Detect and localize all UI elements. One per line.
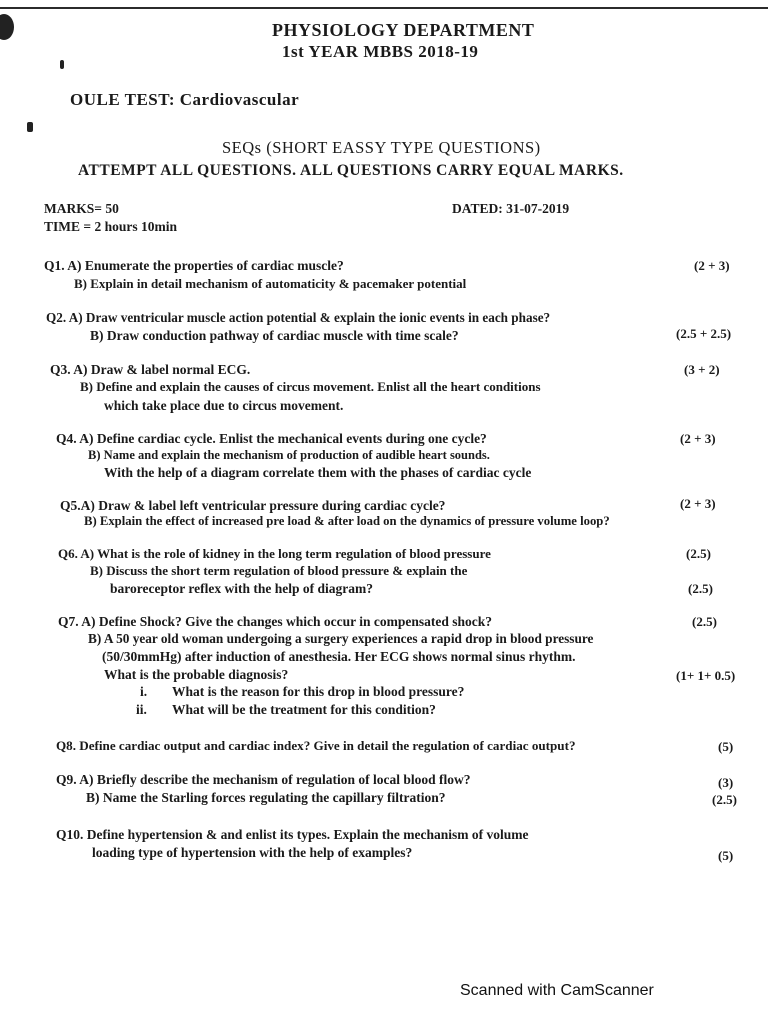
q2-part-b: B) Draw conduction pathway of cardiac muscle with time scale?: [90, 328, 459, 343]
exam-date: DATED: 31-07-2019: [452, 201, 570, 216]
q4-part-a: Q4. A) Define cardiac cycle. Enlist the mechanical events during one cycle?: [56, 431, 487, 446]
instructions: ATTEMPT ALL QUESTIONS. ALL QUESTIONS CARRY EQUAL MARKS.: [78, 162, 624, 179]
q10-question: Q10. Define hypertension & and enlist its types. Explain the mechanism of volume: [56, 827, 529, 842]
section-title: SEQs (SHORT EASSY TYPE QUESTIONS): [222, 138, 541, 157]
q4-part-b-cont: With the help of a diagram correlate them with the phases of cardiac cycle: [104, 465, 532, 480]
scanner-watermark: Scanned with CamScanner: [460, 982, 654, 999]
q7-marks-a: (2.5): [692, 614, 717, 629]
q6-marks-b: (2.5): [688, 581, 713, 596]
q7-subq-ii-number: ii.: [136, 702, 147, 717]
q4-part-b: B) Name and explain the mechanism of production of audible heart sounds.: [88, 448, 490, 462]
q3-part-b: B) Define and explain the causes of circus movement. Enlist all the heart conditions: [80, 379, 541, 394]
q1-part-b: B) Explain in detail mechanism of automaticity & pacemaker potential: [74, 276, 467, 291]
q7-part-b-cont2: What is the probable diagnosis?: [104, 667, 289, 682]
q7-part-b-cont: (50/30mmHg) after induction of anesthesia. Her ECG shows normal sinus rhythm.: [102, 649, 576, 664]
q6-part-b: B) Discuss the short term regulation of blood pressure & explain the: [90, 563, 468, 578]
q7-subq-i: What is the reason for this drop in blood pressure?: [172, 684, 465, 699]
q3-part-a: Q3. A) Draw & label normal ECG.: [50, 362, 251, 377]
q1-part-a: Q1. A) Enumerate the properties of cardiac muscle?: [44, 258, 344, 273]
q5-part-a: Q5.A) Draw & label left ventricular pressure during cardiac cycle?: [60, 498, 446, 513]
q9-marks-a: (3): [718, 775, 734, 790]
q6-part-b-cont: baroreceptor reflex with the help of diagram?: [110, 581, 373, 596]
department-title: PHYSIOLOGY DEPARTMENT: [272, 20, 535, 40]
q7-subq-i-number: i.: [140, 684, 148, 699]
year-line: 1st YEAR MBBS 2018-19: [282, 42, 479, 61]
q2-part-a: Q2. A) Draw ventricular muscle action potential & explain the ionic events in each phase?: [46, 310, 551, 325]
q8-marks: (5): [718, 739, 734, 754]
page-top-border: [0, 0, 768, 18]
q6-marks-a: (2.5): [686, 546, 711, 561]
q7-part-a: Q7. A) Define Shock? Give the changes which occur in compensated shock?: [58, 614, 493, 629]
q10-question-cont: loading type of hypertension with the help of examples?: [92, 845, 413, 860]
q7-part-b: B) A 50 year old woman undergoing a surgery experiences a rapid drop in blood pressure: [88, 631, 594, 646]
q7-marks-b: (1+ 1+ 0.5): [676, 668, 736, 683]
q5-part-b: B) Explain the effect of increased pre load & after load on the dynamics of pressure volume loop?: [84, 514, 610, 528]
time-allowed: TIME = 2 hours 10min: [44, 219, 177, 234]
q4-marks: (2 + 3): [680, 431, 716, 446]
q8-question: Q8. Define cardiac output and cardiac index? Give in detail the regulation of cardiac output?: [56, 738, 576, 753]
q7-subq-ii: What will be the treatment for this condition?: [172, 702, 436, 717]
q9-part-b: B) Name the Starling forces regulating the capillary filtration?: [86, 790, 446, 805]
test-title: OULE TEST: Cardiovascular: [70, 90, 300, 109]
q9-part-a: Q9. A) Briefly describe the mechanism of regulation of local blood flow?: [56, 772, 471, 787]
scan-speck: [60, 60, 64, 69]
q3-marks: (3 + 2): [684, 362, 720, 377]
q3-part-b-cont: which take place due to circus movement.: [104, 398, 344, 413]
q10-marks: (5): [718, 848, 734, 863]
q2-marks: (2.5 + 2.5): [676, 326, 732, 341]
q1-marks: (2 + 3): [694, 258, 730, 273]
total-marks: MARKS= 50: [44, 201, 119, 216]
q9-marks-b: (2.5): [712, 792, 737, 807]
scan-speck: [27, 122, 33, 132]
q6-part-a: Q6. A) What is the role of kidney in the long term regulation of blood pressure: [58, 546, 491, 561]
q5-marks: (2 + 3): [680, 496, 716, 511]
